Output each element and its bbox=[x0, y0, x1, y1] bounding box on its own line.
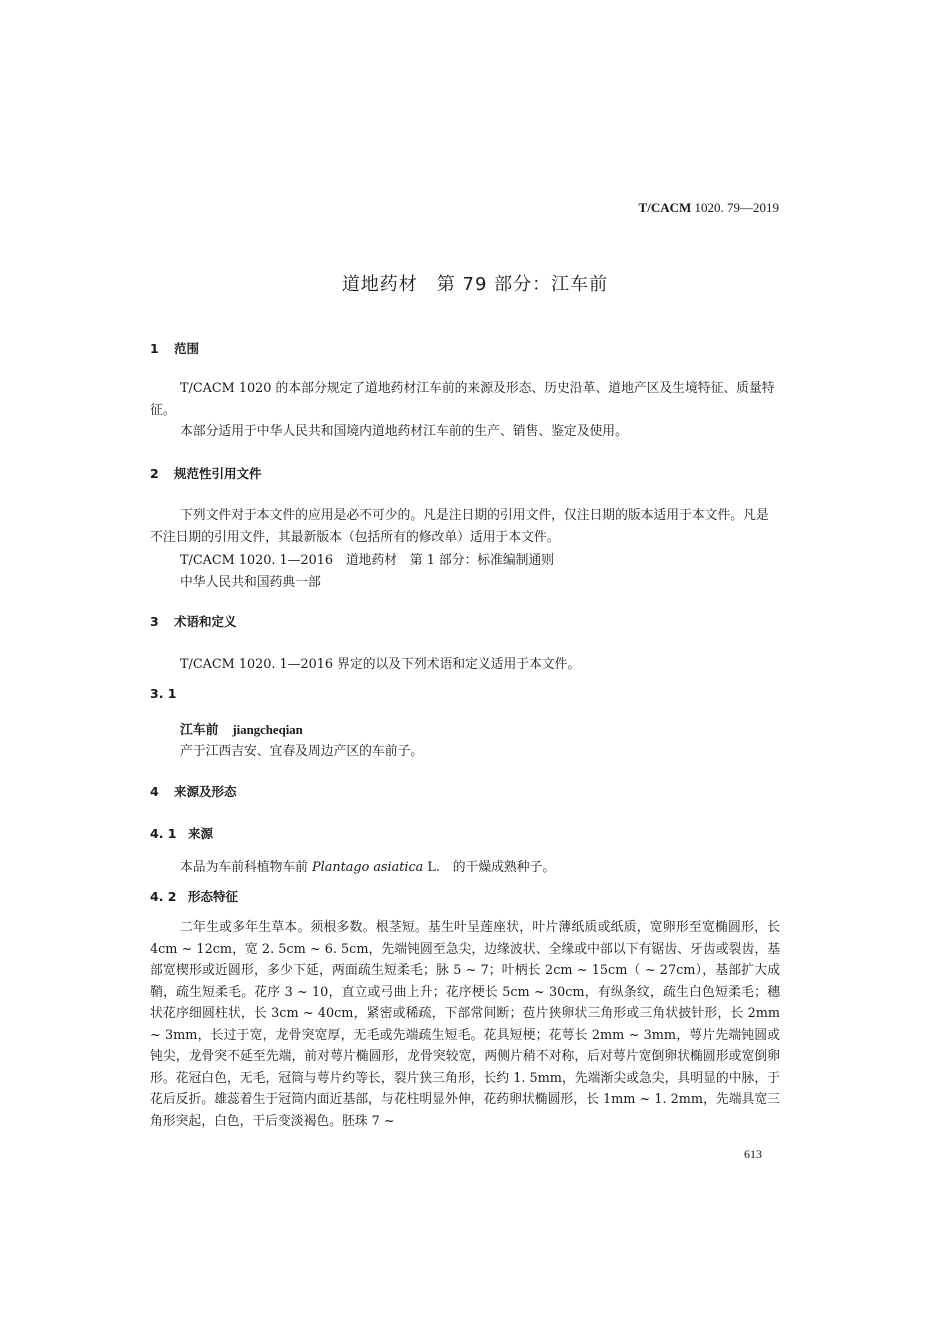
reference-2: 中华人民共和国药典一部 bbox=[180, 575, 321, 590]
section-3-para-1: T/CACM 1020. 1—2016 界定的以及下列术语和定义适用于本文件。 bbox=[180, 657, 581, 672]
section-4-1-heading: 4. 1 来源 bbox=[150, 826, 214, 841]
section-1-heading: 1 范围 bbox=[150, 341, 200, 356]
section-4-2-heading: 4. 2 形态特征 bbox=[150, 889, 239, 904]
section-3-heading: 3 术语和定义 bbox=[150, 614, 237, 629]
page-number: 613 bbox=[744, 1147, 762, 1161]
section-1-para-2: 本部分适用于中华人民共和国境内道地药材江车前的生产、销售、鉴定及使用。 bbox=[180, 424, 628, 439]
term-definition: 产于江西吉安、宜春及周边产区的车前子。 bbox=[180, 744, 424, 759]
section-3-1-heading: 3. 1 bbox=[150, 686, 177, 701]
section-4-1-para: 本品为车前科植物车前 Plantago asiatica L. 的干燥成熟种子。 bbox=[180, 860, 556, 875]
section-2-heading: 2 规范性引用文件 bbox=[150, 466, 262, 481]
term-entry: 江车前 jiangcheqian bbox=[180, 723, 303, 738]
section-4-heading: 4 来源及形态 bbox=[150, 784, 237, 799]
reference-1: T/CACM 1020. 1—2016 道地药材 第 1 部分：标准编制通则 bbox=[180, 553, 555, 568]
section-4-2-para: 二年生或多年生草本。须根多数。根茎短。基生叶呈莲座状，叶片薄纸质或纸质，宽卵形至宽椭圆形，长 4cm ~ 12cm，宽 2. 5cm ~ 6. 5cm，先端钝圆至急尖，边缘波状、全缘或中部以下有锯齿、牙齿或裂齿，基部宽楔形或近圆形，多少下延，两面疏生短柔毛；脉 5 ~ 7；叶柄长 2cm ~ 15cm（ ~ 27cm），基部扩大成鞘，疏生短柔毛。花序 3 ~ 10，直立或弓曲上升；花序梗长 5cm ~ 30cm，有纵条纹，疏生白色短柔毛；穗状花序细圆柱状，长 3cm ~ 40cm，紧密或稀疏，下部常间断；苞片狭卵状三角形或三角状披针形，长 2mm ~ 3mm，长过于宽，龙骨突宽厚，无毛或先端疏生短毛。花具短梗；花萼长 2mm ~ 3mm，萼片先端钝圆或钝尖，龙骨突不延至先端，前对萼片椭圆形，龙骨突较宽，两侧片稍不对称，后对萼片宽倒卵状椭圆形或宽倒卵形。花冠白色，无毛，冠筒与萼片约等长，裂片狭三角形，长约 1. 5mm，先端渐尖或急尖，具明显的中脉，于花后反折。雄蕊着生于冠筒内面近基部，与花柱明显外伸，花药卵状椭圆形，长 1mm ~ 1. 2mm，先端具宽三角形突起，白色，干后变淡褐色。胚珠 7 ~ bbox=[150, 920, 780, 1129]
standard-number: T/CACM 1020. 79—2019 bbox=[638, 200, 779, 215]
section-2-para-1: 下列文件对于本文件的应用是必不可少的。凡是注日期的引用文件，仅注日期的版本适用于本文件。凡是不注日期的引用文件，其最新版本（包括所有的修改单）适用于本文件。 bbox=[150, 508, 769, 545]
page-title: 道地药材 第 79 部分：江车前 bbox=[341, 274, 609, 295]
section-1-para-1: T/CACM 1020 的本部分规定了道地药材江车前的来源及形态、历史沿革、道地产区及生境特征、质量特征。 bbox=[150, 381, 775, 418]
